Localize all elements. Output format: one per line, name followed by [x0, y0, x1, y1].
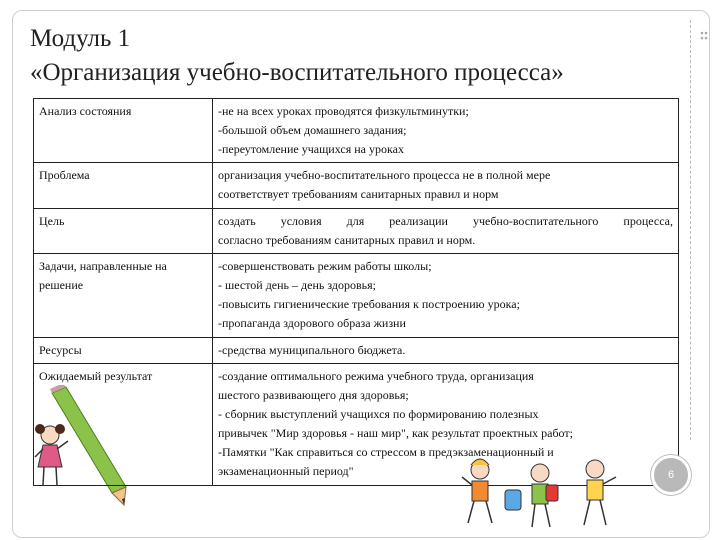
content-line: -Памятки "Как справиться со стрессом в предэкзаменационный и — [218, 445, 554, 459]
content-line: - шестой день – день здоровья; — [218, 278, 376, 292]
content-line: -большой объем домашнего задания; — [218, 123, 407, 137]
content-line: -создание оптимального режима учебного труда, организация — [218, 369, 534, 383]
content-line: шестого развивающего дня здоровья; — [218, 388, 409, 402]
kid-icon — [531, 464, 558, 527]
row-content — [213, 254, 679, 338]
content-line: создать условия для реализации учебно-воспитательного процесса, — [218, 214, 673, 228]
table-row — [34, 163, 679, 209]
kid-icon — [584, 460, 616, 525]
row-label: Цель — [34, 209, 213, 254]
content-line: -переутомление учащихся на уроках — [218, 142, 404, 156]
title-line-1: Модуль 1 — [30, 25, 131, 52]
row-label: Ресурсы — [34, 338, 213, 364]
kid-icon — [462, 459, 492, 523]
row-content — [213, 163, 679, 209]
content-line: соответствует требованиям санитарных правил и норм — [218, 187, 499, 201]
content-line: согласно требованиям санитарных правил и норм. — [218, 233, 476, 247]
table-row — [34, 99, 679, 163]
decorative-dashed-line — [690, 20, 691, 440]
row-label: Ожидаемый результат — [34, 364, 213, 486]
content-line: -повысить гигиенические требования к построению урока; — [218, 297, 520, 311]
kids-with-backpacks-illustration — [460, 455, 630, 535]
table-row — [34, 338, 679, 364]
slide-title — [30, 22, 564, 90]
module-table — [33, 98, 679, 486]
content-line: -не на всех уроках проводятся физкультминутки; — [218, 104, 469, 118]
row-content — [213, 209, 679, 254]
content-line: - сборник выступлений учащихся по формированию полезных — [218, 407, 539, 421]
title-line-2: «Организация учебно-воспитательного процесса» — [30, 59, 564, 86]
table-row — [34, 254, 679, 338]
row-content — [213, 99, 679, 163]
table-row — [34, 209, 679, 254]
row-label: Анализ состояния — [34, 99, 213, 163]
content-line: привычек "Мир здоровья - наш мир", как результат проектных работ; — [218, 426, 573, 440]
row-label: Задачи, направленные на решение — [34, 254, 213, 338]
content-line: -пропаганда здорового образа жизни — [218, 316, 406, 330]
content-line: -совершенствовать режим работы школы; — [218, 259, 432, 273]
backpack-icon — [505, 490, 521, 510]
content-line: -средства муниципального бюджета. — [218, 343, 406, 357]
dots-decoration-icon — [699, 30, 709, 42]
row-label: Проблема — [34, 163, 213, 209]
page-number-badge: 6 — [651, 455, 691, 495]
row-content — [213, 338, 679, 364]
content-line: экзаменационный период" — [218, 464, 354, 478]
content-line: организация учебно-воспитательного процесса не в полной мере — [218, 168, 551, 182]
